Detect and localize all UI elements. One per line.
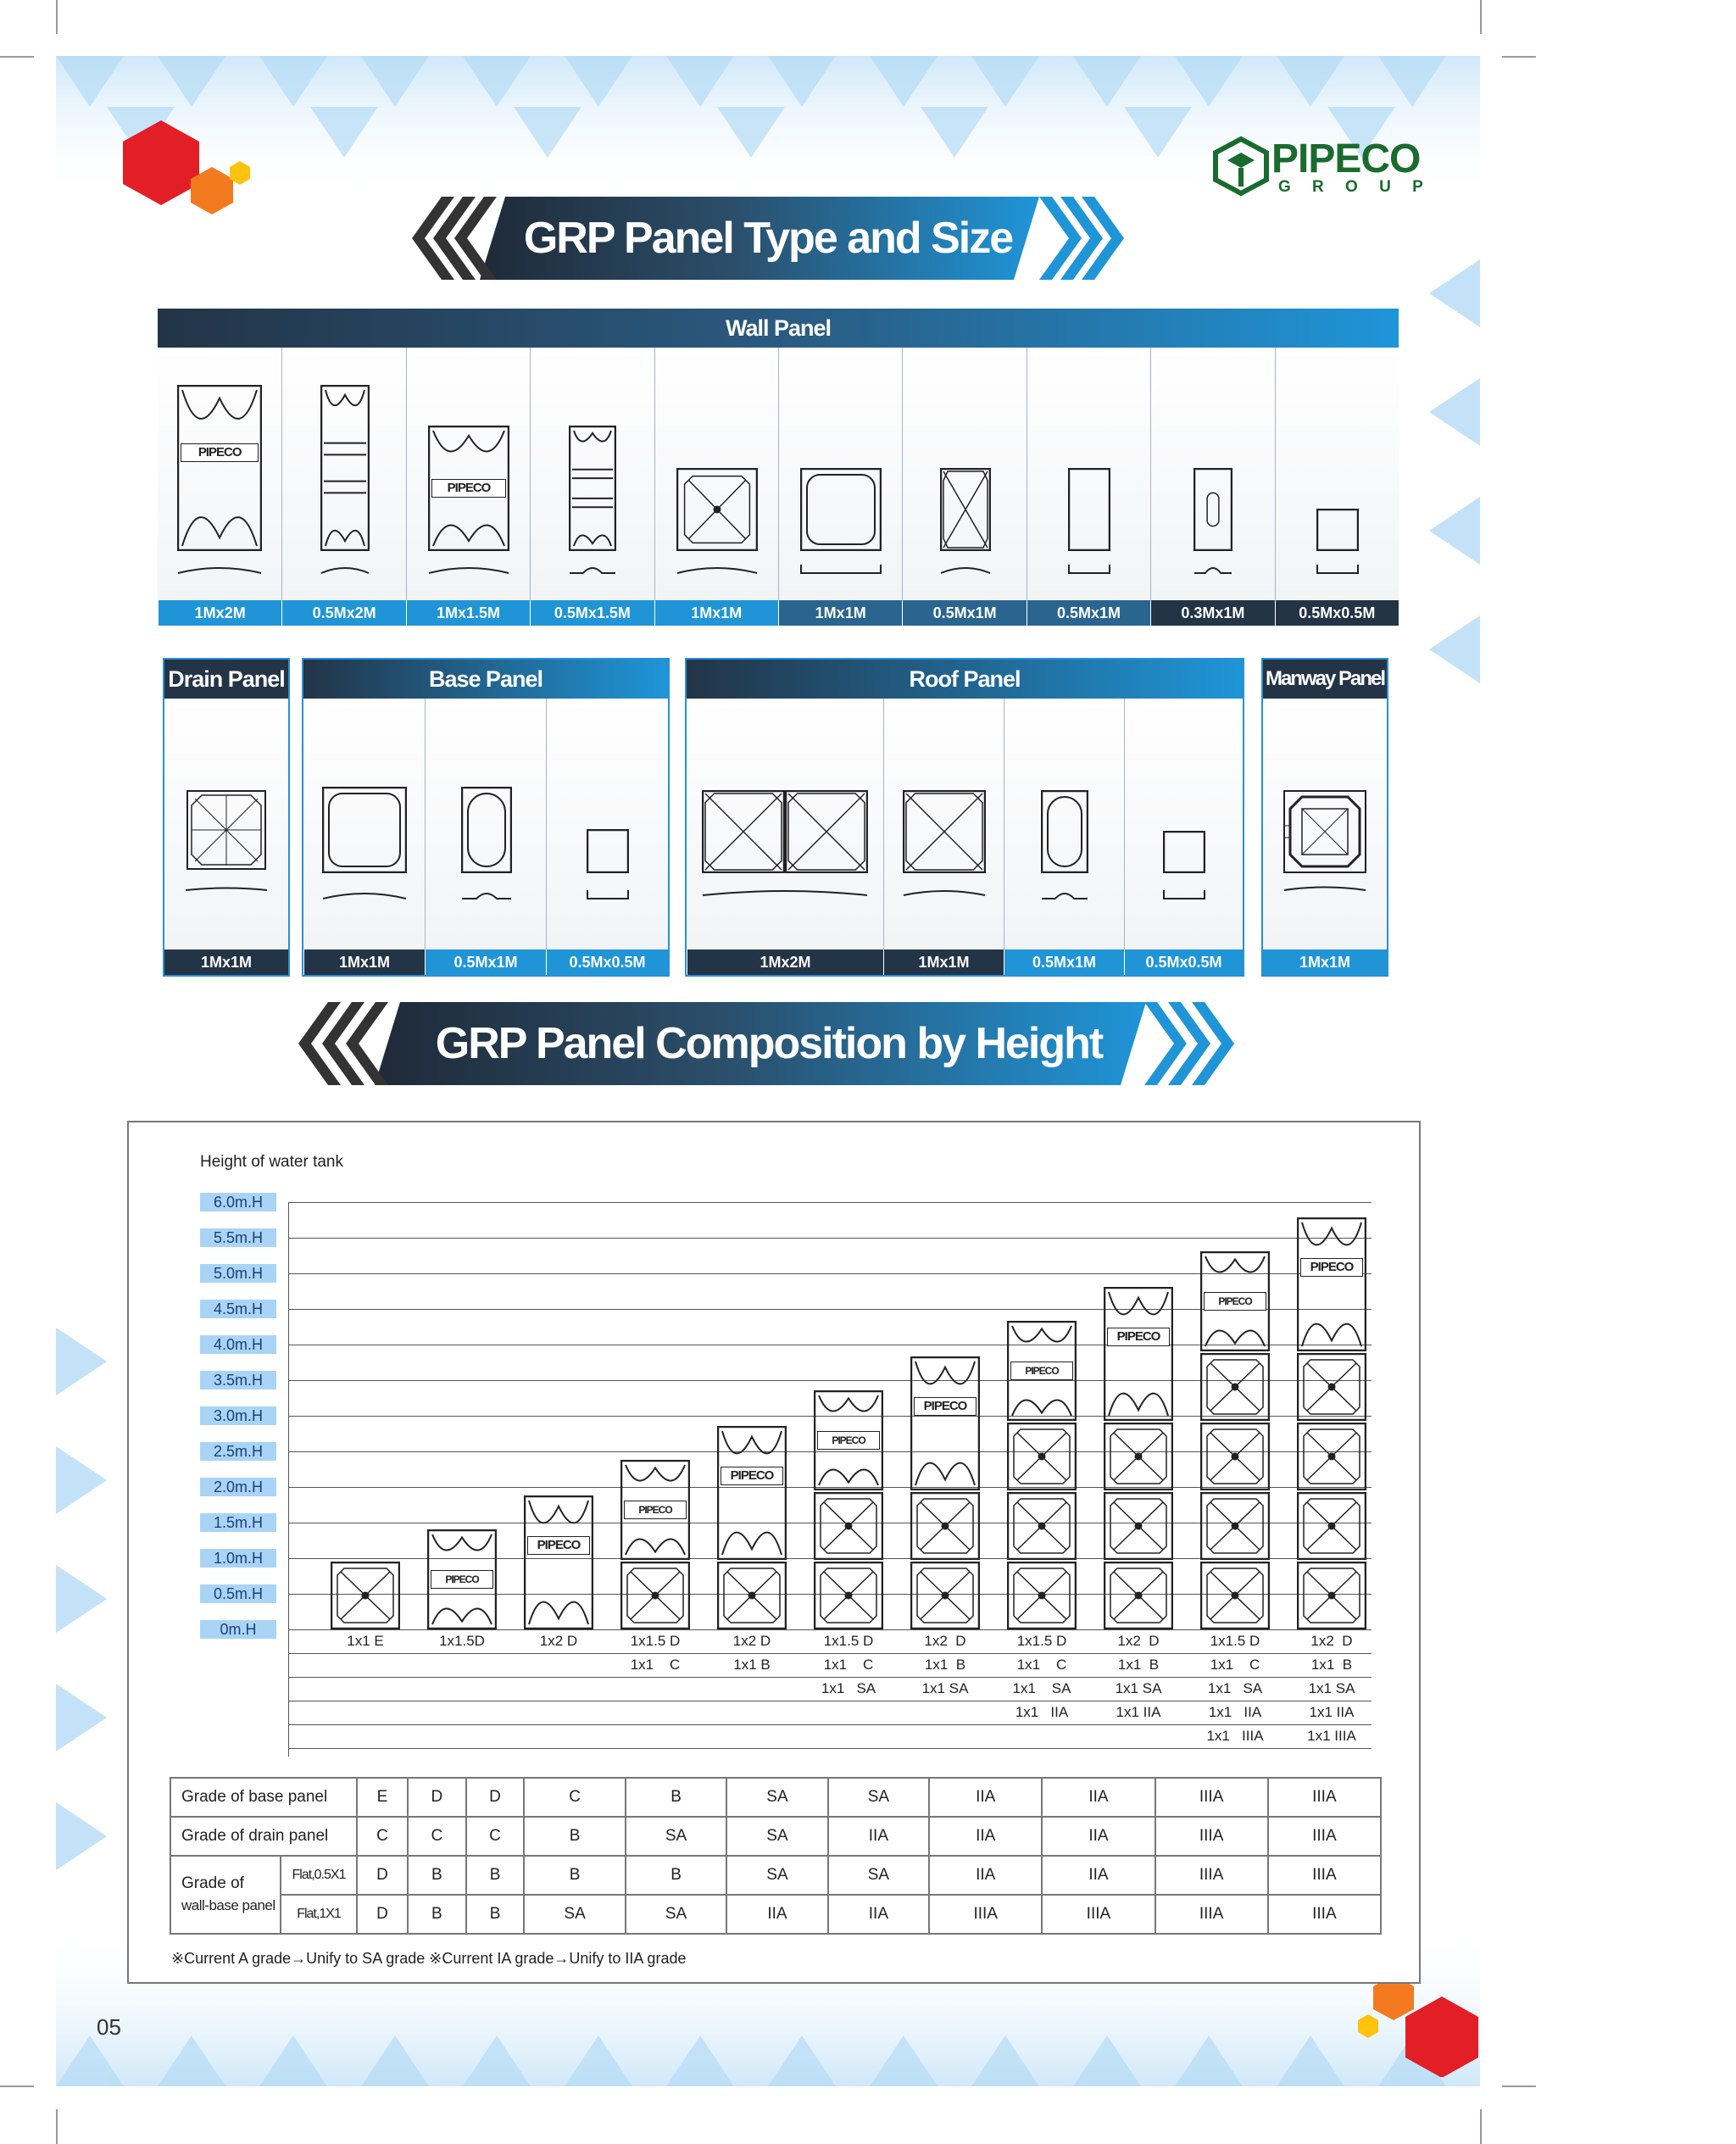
column-label: 1x1 SA	[1207, 1680, 1263, 1696]
slot-drawing	[1194, 468, 1232, 551]
column-label: 1x1 C	[1210, 1657, 1260, 1673]
column-label: 1x2 D	[539, 1633, 578, 1649]
grade-cell: B	[524, 1817, 625, 1856]
height-label: 3.0m.H	[200, 1406, 276, 1425]
star-drawing	[910, 1492, 980, 1560]
grade-cell: C	[408, 1817, 466, 1856]
grade-cell: D	[466, 1778, 525, 1817]
composition-chart	[127, 1121, 1421, 1984]
base-grade-label: Grade of base panel	[170, 1778, 357, 1817]
roof-panel-cell	[1004, 699, 1124, 949]
panel-profile	[428, 561, 509, 575]
star-drawing	[1104, 1562, 1173, 1629]
grade-cell: B	[408, 1856, 466, 1895]
crop-mark	[56, 2109, 58, 2144]
column-label: 1x1 IIA	[1208, 1704, 1262, 1720]
wall-panel-cell	[778, 348, 902, 600]
wall-size-label: 1Mx1.5M	[406, 600, 530, 626]
crop-mark	[1502, 56, 1536, 58]
star-drawing	[1297, 1353, 1366, 1421]
panel-profile	[676, 561, 758, 575]
x-drawing	[940, 468, 991, 551]
column-label: 1x1 C	[1016, 1657, 1067, 1673]
column-label: 1x1.5 D	[1016, 1633, 1067, 1649]
wall-panel-cell	[1275, 348, 1399, 600]
base-panel-box	[302, 658, 670, 977]
grade-cell: D	[357, 1895, 408, 1934]
pipeco-logo-tag: PIPECO	[624, 1501, 687, 1519]
grade-cell: D	[408, 1778, 466, 1817]
wall-size-label: 0.5Mx1.5M	[530, 600, 654, 626]
pipeco-logo-icon	[1210, 136, 1271, 197]
manway-panel-cell	[1263, 699, 1387, 949]
star-drawing	[1297, 1492, 1366, 1560]
height-gridline	[288, 1629, 1372, 1630]
grade-cell: B	[626, 1778, 726, 1817]
x-drawing	[785, 790, 868, 873]
hexagon-decoration-bottom-right	[1353, 1975, 1480, 2077]
height-label: 1.0m.H	[200, 1549, 276, 1568]
column-label: 1x1.5D	[439, 1633, 485, 1649]
drain-panel-header: Drain Panel	[164, 660, 288, 699]
drain-panel-drawing	[186, 790, 266, 873]
manway-panel-header: Manway Panel	[1263, 660, 1387, 699]
roof-panel-cell	[687, 699, 883, 949]
column-label: 1x2 D	[924, 1633, 966, 1649]
background-pattern-right	[1395, 259, 1480, 734]
star-drawing	[1297, 1562, 1366, 1629]
grade-cell: IIIA	[1155, 1817, 1268, 1856]
height-label: 5.5m.H	[200, 1228, 276, 1247]
column-label: 1x1.5 D	[630, 1633, 681, 1649]
table-row	[170, 1856, 1381, 1895]
crop-mark	[0, 56, 34, 58]
grade-cell: IIA	[828, 1895, 929, 1934]
plain-drawing	[1163, 831, 1205, 873]
column-label: 1x1 SA	[921, 1680, 969, 1696]
star-drawing	[1200, 1353, 1270, 1421]
wall-panel-cell	[1150, 348, 1274, 600]
wall-panel-cell	[654, 348, 778, 600]
grade-cell: SA	[828, 1856, 929, 1895]
column-label: 1x1 C	[823, 1657, 874, 1673]
x-drawing	[903, 790, 986, 873]
wallbase-label-line2: wall-base panel	[181, 1897, 275, 1913]
plain-drawing	[587, 829, 629, 873]
drain-size-label: 1Mx1M	[164, 949, 288, 975]
base-size-label: 0.5Mx1M	[425, 949, 546, 975]
panel-profile	[177, 561, 262, 575]
height-label: 0m.H	[200, 1620, 276, 1639]
crop-mark	[1502, 2086, 1536, 2087]
grade-cell: IIA	[929, 1817, 1042, 1856]
wall-size-label: 0.5Mx1M	[1027, 600, 1150, 626]
grade-cell: IIA	[1042, 1817, 1155, 1856]
wall-panel-cell	[406, 348, 530, 600]
flat05-label: Flat,0.5X1	[281, 1856, 357, 1895]
grade-cell: SA	[626, 1895, 726, 1934]
label-row-line	[288, 1677, 1372, 1678]
star-drawing	[814, 1492, 883, 1560]
panel-profile	[569, 561, 616, 575]
column-label: 1x1 IIA	[1015, 1704, 1069, 1720]
wave-ribs-drawing	[569, 426, 616, 551]
height-label: 4.5m.H	[200, 1300, 276, 1318]
crop-mark	[56, 0, 58, 34]
roof-panel-header: Roof Panel	[687, 660, 1243, 699]
column-label: 1x1 IIA	[1309, 1704, 1355, 1720]
pipeco-logo-tag: PIPECO	[181, 443, 259, 462]
column-label: 1x1 SA	[821, 1680, 876, 1696]
section-title-type-size: GRP Panel Type and Size	[523, 214, 1013, 263]
capsule-drawing	[1041, 790, 1088, 873]
base-panel-cell	[546, 699, 668, 949]
grade-cell: SA	[726, 1778, 827, 1817]
wave-drawing	[524, 1495, 593, 1629]
height-label: 3.5m.H	[200, 1371, 276, 1389]
manway-panel-profile	[1283, 883, 1366, 895]
wall-panel-cell	[902, 348, 1026, 600]
wall-panel-cell	[1027, 348, 1150, 600]
pipeco-logo-tag: PIPECO	[1107, 1328, 1170, 1346]
table-row	[170, 1895, 1381, 1934]
column-label: 1x1 IIIA	[1307, 1728, 1356, 1744]
base-panel-header: Base Panel	[303, 660, 668, 699]
pipeco-logo-tag: PIPECO	[527, 1536, 590, 1555]
panel-profile	[1194, 561, 1232, 575]
grade-cell: B	[626, 1856, 726, 1895]
label-row-line	[288, 1748, 1372, 1749]
grade-cell: B	[466, 1856, 525, 1895]
base-size-label: 0.5Mx0.5M	[546, 949, 668, 975]
column-label: 1x1 B	[924, 1657, 966, 1673]
grade-cell: IIIA	[1268, 1817, 1381, 1856]
grade-cell: IIA	[726, 1895, 827, 1934]
wave-ribs-drawing	[320, 385, 370, 551]
table-row	[170, 1778, 1381, 1817]
roof-size-label: 1Mx2M	[687, 949, 883, 975]
grade-cell: IIA	[828, 1817, 929, 1856]
wave-drawing	[1104, 1287, 1173, 1421]
grade-cell: SA	[726, 1817, 827, 1856]
axis-line	[288, 1202, 289, 1757]
wall-size-label: 0.3Mx1M	[1150, 600, 1274, 626]
drain-panel-cell	[164, 699, 288, 949]
star-drawing	[1104, 1423, 1173, 1490]
grade-cell: SA	[626, 1817, 726, 1856]
grade-cell: IIA	[929, 1856, 1042, 1895]
manway-panel-drawing	[1283, 790, 1366, 873]
column-label: 1x2 D	[1117, 1633, 1160, 1649]
brand-name: PIPECO	[1271, 136, 1421, 181]
grade-cell: SA	[726, 1856, 827, 1895]
column-label: 1x1 SA	[1012, 1680, 1071, 1696]
wall-panel-box	[158, 309, 1399, 626]
plain-drawing	[1316, 509, 1359, 551]
column-label: 1x1 B	[733, 1657, 771, 1673]
base-panel-cell	[425, 699, 546, 949]
column-label: 1x1 SA	[1115, 1680, 1162, 1696]
page-number: 05	[97, 2014, 121, 2040]
table-row	[170, 1817, 1381, 1856]
grade-cell: SA	[524, 1895, 625, 1934]
grade-cell: IIIA	[1155, 1895, 1268, 1934]
star-drawing	[1007, 1492, 1077, 1560]
column-label: 1x1.5 D	[823, 1633, 874, 1649]
wall-size-label: 0.5Mx2M	[281, 600, 405, 626]
capsule-drawing	[461, 787, 512, 873]
wall-size-label: 1Mx1M	[654, 600, 778, 626]
panel-profile	[903, 887, 986, 900]
star-drawing	[910, 1562, 980, 1629]
grade-cell: IIIA	[1155, 1778, 1268, 1817]
flat1-label: Flat,1X1	[281, 1895, 357, 1934]
brand-sub: G R O U P	[1278, 178, 1432, 196]
wall-panel-header: Wall Panel	[158, 309, 1399, 348]
star-drawing	[814, 1562, 883, 1629]
height-gridline	[288, 1202, 1372, 1203]
wall-size-label: 1Mx2M	[158, 600, 281, 626]
pipeco-logo-tag: PIPECO	[721, 1467, 783, 1485]
grade-cell: IIA	[1042, 1856, 1155, 1895]
footnote: ※Current A grade→Unify to SA grade ※Current IA grade→Unify to IIA grade	[171, 1950, 687, 1967]
wall-panel-cell	[158, 348, 281, 600]
star-drawing	[676, 468, 758, 551]
column-label: 1x1.5 D	[1210, 1633, 1260, 1649]
column-label: 1x1 C	[630, 1657, 681, 1673]
panel-profile	[320, 561, 370, 575]
roof-panel-box	[685, 658, 1244, 977]
label-row-line	[288, 1724, 1372, 1725]
wall-size-label: 0.5Mx1M	[902, 600, 1026, 626]
wallbase-grade-label	[170, 1856, 281, 1934]
height-label: 2.5m.H	[200, 1442, 276, 1461]
star-drawing	[1200, 1492, 1270, 1560]
pipeco-logo-tag: PIPECO	[914, 1397, 976, 1416]
star-drawing	[1104, 1492, 1173, 1560]
pipeco-logo-tag: PIPECO	[1204, 1292, 1266, 1311]
grade-cell: IIIA	[929, 1895, 1042, 1934]
section-title-composition: GRP Panel Composition by Height	[435, 1019, 1103, 1068]
grade-cell: IIIA	[1268, 1895, 1381, 1934]
star-drawing	[1007, 1423, 1077, 1490]
panel-profile	[1163, 887, 1205, 900]
grade-cell: IIIA	[1268, 1856, 1381, 1895]
wall-size-label: 1Mx1M	[778, 600, 902, 626]
column-label: 1x1 SA	[1308, 1680, 1355, 1696]
grade-cell: B	[466, 1895, 525, 1934]
panel-profile	[1041, 887, 1088, 900]
wave-drawing	[1297, 1217, 1366, 1351]
roof-size-label: 0.5Mx0.5M	[1124, 949, 1243, 975]
grade-cell: IIA	[1042, 1778, 1155, 1817]
star-drawing	[1200, 1423, 1270, 1490]
column-label: 1x2 D	[732, 1633, 771, 1649]
grade-cell: B	[408, 1895, 466, 1934]
grade-cell: SA	[828, 1778, 929, 1817]
crop-mark	[0, 2086, 34, 2087]
panel-profile	[800, 561, 882, 575]
panel-profile	[461, 887, 512, 900]
base-panel-cell	[303, 699, 425, 949]
manway-panel-box	[1261, 658, 1388, 977]
height-label: 2.0m.H	[200, 1478, 276, 1496]
drain-panel-profile	[185, 885, 268, 897]
wave-drawing	[717, 1426, 787, 1560]
star-drawing	[1200, 1562, 1270, 1629]
drain-grade-label: Grade of drain panel	[170, 1817, 357, 1856]
grade-cell: C	[466, 1817, 525, 1856]
pipeco-logo-tag: PIPECO	[817, 1431, 880, 1450]
grade-cell: IIIA	[1042, 1895, 1155, 1934]
column-label: 1x1 IIA	[1116, 1704, 1161, 1720]
grade-cell: IIIA	[1155, 1856, 1268, 1895]
roof-size-label: 1Mx1M	[883, 949, 1004, 975]
column-label: 1x1 B	[1310, 1657, 1353, 1673]
panel-profile	[1316, 561, 1359, 575]
label-row-line	[288, 1653, 1372, 1654]
star-drawing	[331, 1562, 400, 1629]
x-drawing	[702, 790, 785, 873]
base-size-label: 1Mx1M	[303, 949, 425, 975]
height-label: 6.0m.H	[200, 1193, 276, 1211]
plain-drawing	[1068, 468, 1110, 551]
panel-profile	[587, 887, 629, 900]
drain-panel-box	[163, 658, 290, 977]
crop-mark	[1480, 0, 1482, 34]
rounded-drawing	[800, 468, 882, 551]
roof-panel-cell	[883, 699, 1004, 949]
height-label: 0.5m.H	[200, 1584, 276, 1603]
wall-size-label: 0.5Mx0.5M	[1275, 600, 1399, 626]
panel-profile	[1068, 561, 1110, 575]
wave-drawing	[910, 1356, 980, 1490]
grade-cell: E	[357, 1778, 408, 1817]
pipeco-logo-tag: PIPECO	[431, 1570, 493, 1589]
grade-cell: C	[357, 1817, 408, 1856]
column-label: 1x1 E	[347, 1633, 384, 1649]
height-label: 1.5m.H	[200, 1513, 276, 1532]
height-gridline	[288, 1238, 1372, 1239]
star-drawing	[1007, 1562, 1077, 1629]
manway-size-label: 1Mx1M	[1263, 949, 1387, 975]
roof-size-label: 0.5Mx1M	[1004, 949, 1124, 975]
star-drawing	[717, 1562, 787, 1629]
wallbase-label-line1: Grade of	[181, 1874, 244, 1892]
height-label: 5.0m.H	[200, 1264, 276, 1283]
pipeco-logo-tag: PIPECO	[1300, 1258, 1363, 1277]
star-drawing	[620, 1562, 690, 1629]
hexagon-decoration-top-left	[119, 120, 263, 218]
panel-profile	[940, 561, 991, 575]
column-label: 1x2 D	[1310, 1633, 1353, 1649]
wall-panel-cell	[530, 348, 654, 600]
wave-drawing	[177, 385, 262, 551]
rounded-drawing	[322, 787, 407, 873]
panel-profile	[702, 887, 868, 900]
star-drawing	[1297, 1423, 1366, 1490]
roof-panel-cell	[1124, 699, 1243, 949]
wall-panel-cell	[281, 348, 405, 600]
grade-cell: D	[357, 1856, 408, 1895]
crop-mark	[1480, 2109, 1482, 2144]
grade-table	[170, 1777, 1382, 1935]
chart-title: Height of water tank	[200, 1153, 343, 1171]
pipeco-logo-tag: PIPECO	[431, 479, 506, 498]
grade-cell: B	[524, 1856, 625, 1895]
grade-cell: IIIA	[1268, 1778, 1381, 1817]
grade-cell: C	[524, 1778, 625, 1817]
height-label: 4.0m.H	[200, 1335, 276, 1354]
grade-cell: IIA	[929, 1778, 1042, 1817]
panel-profile	[322, 887, 407, 900]
pipeco-logo-tag: PIPECO	[1010, 1362, 1073, 1380]
column-label: 1x1 B	[1117, 1657, 1160, 1673]
column-label: 1x1 IIIA	[1206, 1728, 1264, 1744]
